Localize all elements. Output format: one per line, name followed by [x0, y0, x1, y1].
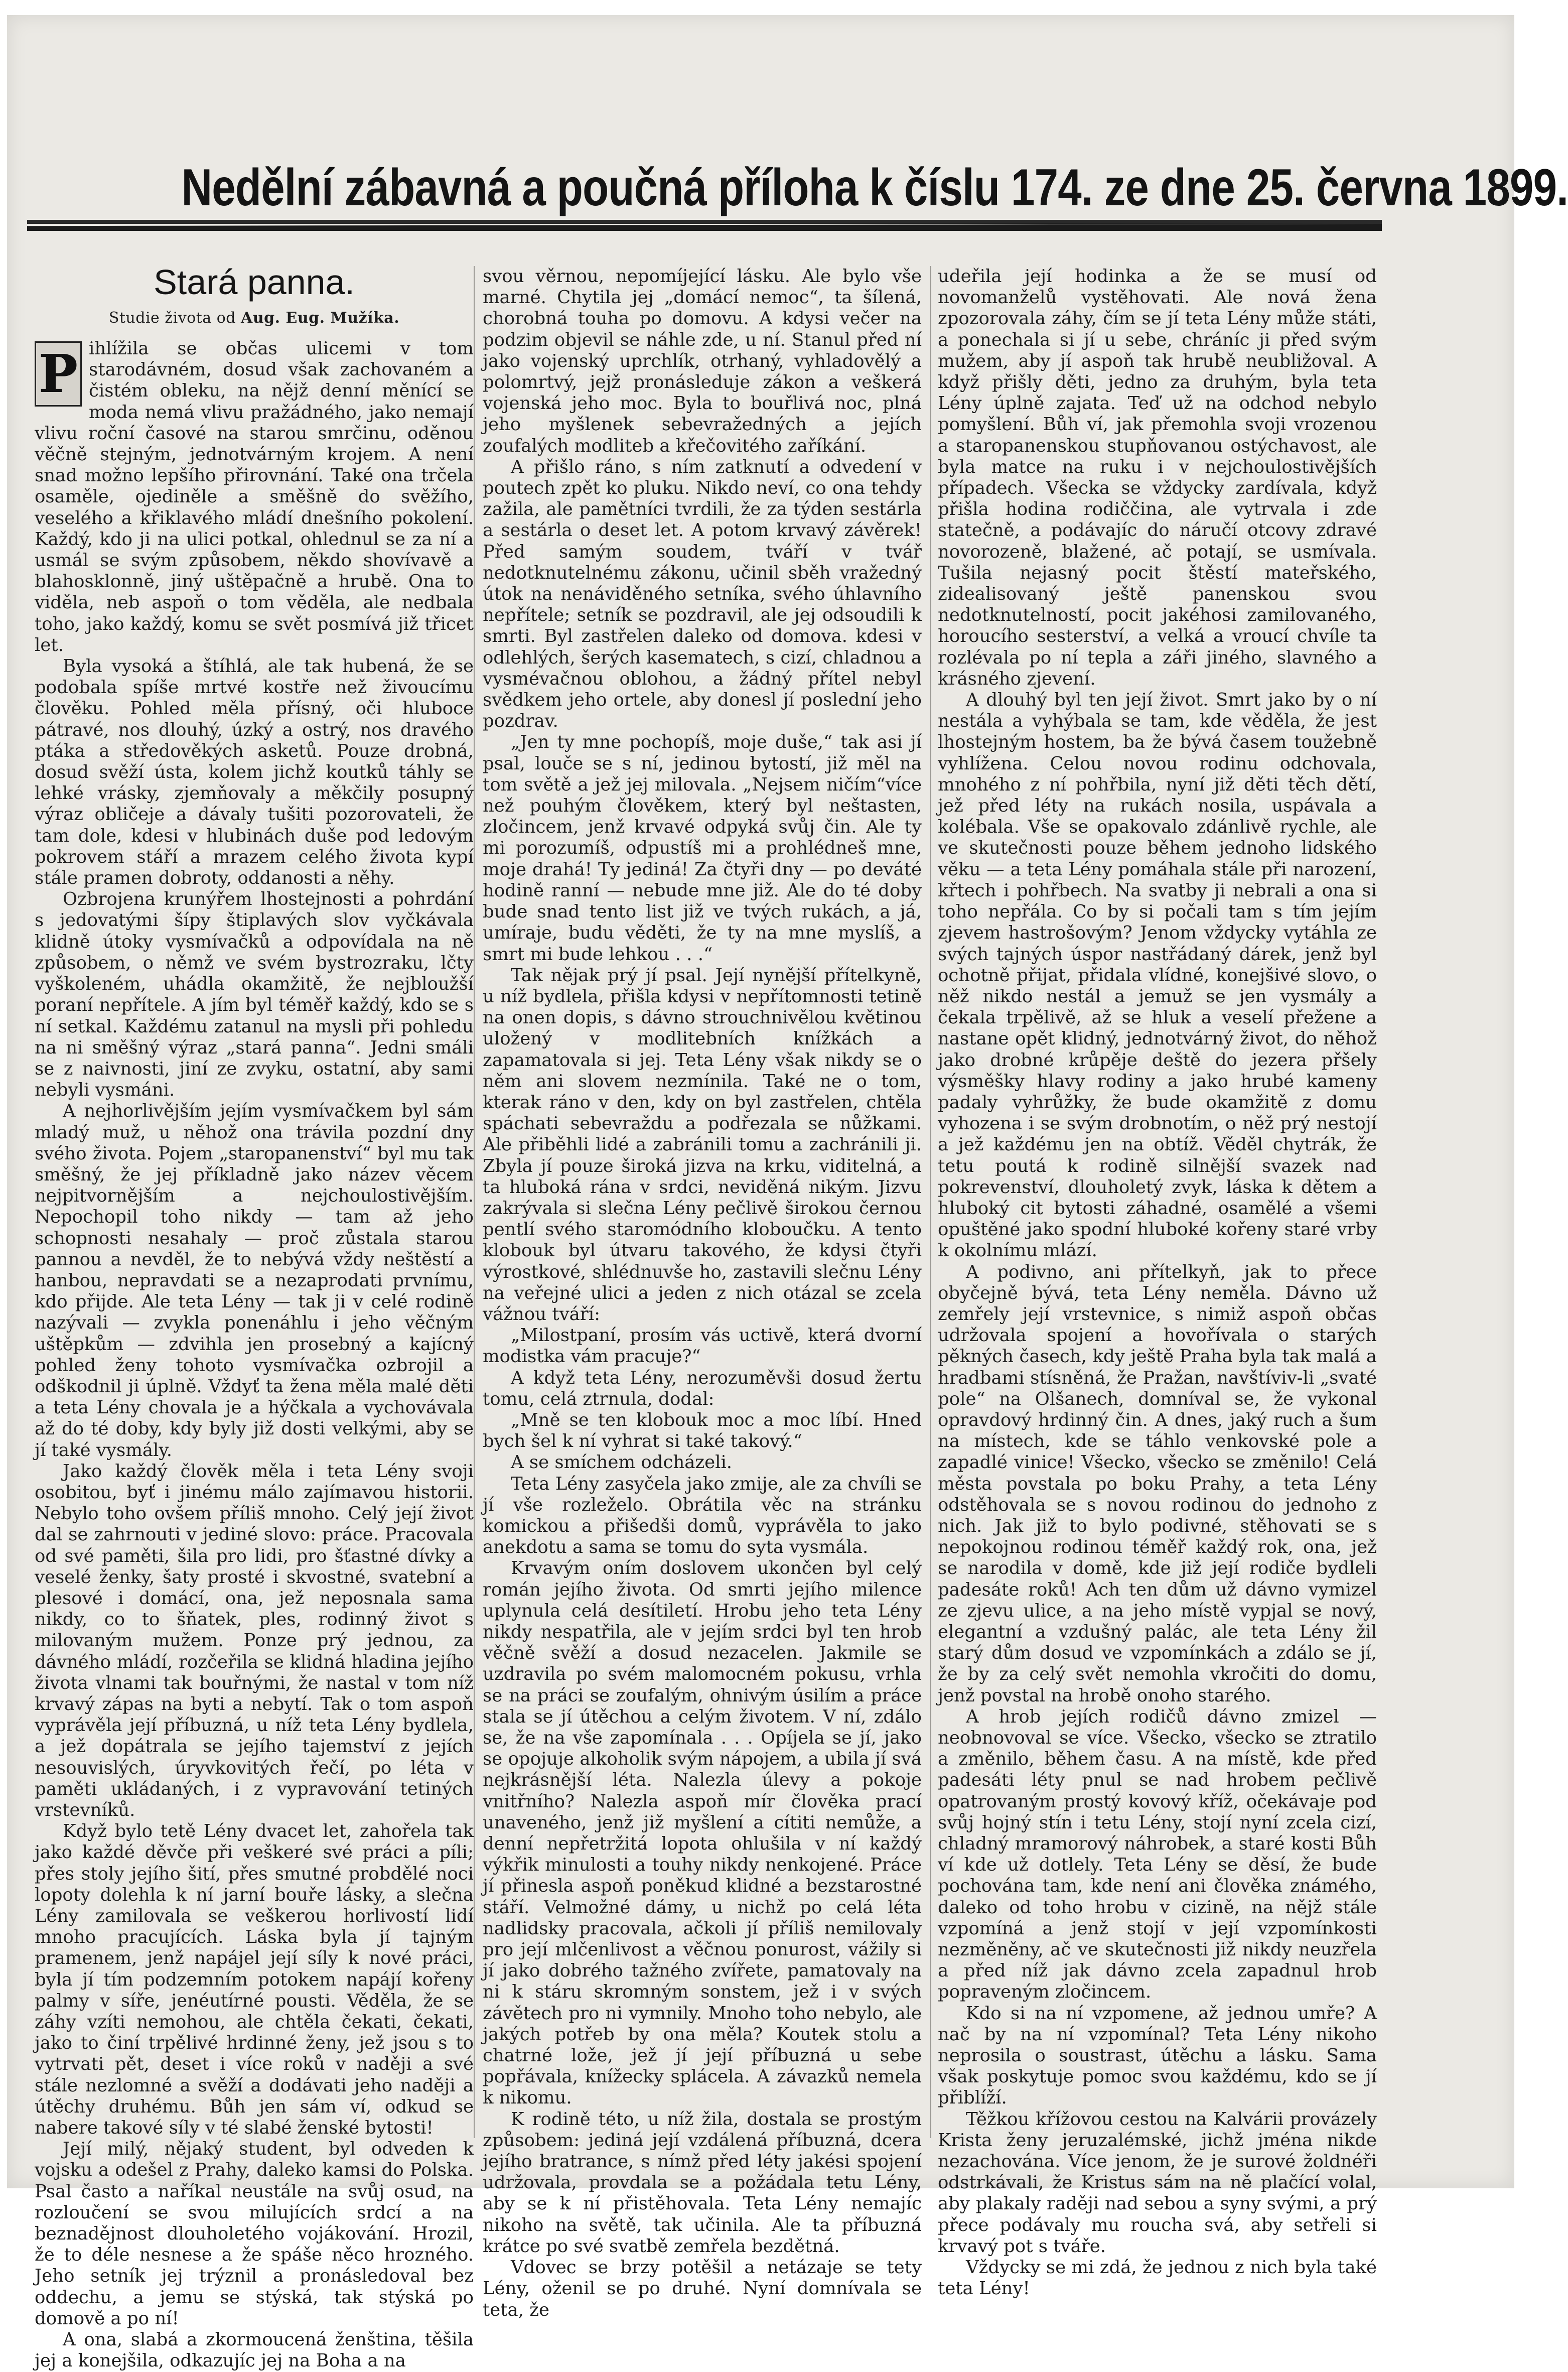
article-paragraph: Byla vysoká a štíhlá, ale tak hubená, že se podobala spíše mrtvé kostře než živoucímu člověku. Pohled měla přísný, oči hluboce pátravé, nos dlouhý, úzký a ostrý, nos dravého ptáka a středověkých asketů. Pouze drobná, dosud svěží ústa, kolem jichž koutků táhly se lehké vrásky, zjemňovaly a měkčily posupný výraz obličeje a dávaly tušiti pozorovateli, že tam dole, kdesi v hlubinách duše pod ledovým pokrovem stáří a mrazem celého života kypí stále pramen dobroty, oddanosti a něhy.: [35, 656, 474, 889]
article-paragraph: Teta Lény zasyčela jako zmije, ale za chvíli se jí vše rozleželo. Obrátila věc na stránku komickou a přišedši domů, vyprávěla to jako anekdotu a sama se tomu do syta vysmála.: [483, 1473, 922, 1558]
drop-cap-letter: P: [35, 341, 82, 407]
masthead-rule-thick: [27, 224, 1382, 231]
article-title: Stará panna.: [154, 262, 355, 302]
article-paragraph: „Milostpaní, prosím vás uctivě, která dvorní modistka vám pracuje?“: [483, 1325, 922, 1367]
masthead-rule-thin: [27, 220, 1382, 224]
article-byline: [35, 307, 474, 329]
article-paragraph: Tak nějak prý jí psal. Její nynější přítelkyně, u níž bydlela, přišla kdysi v nepřítomnosti tetině na onen dopis, s dávno strouchnivělou květinou uložený v modlitebních knížkách a zapamatovala si jej. Teta Lény však nikdy se o něm ani slovem nezmínila. Také ne o tom, kterak ráno v den, kdy on byl zastřelen, chtěla spáchati sebevraždu a podřezala se nůžkami. Ale přiběhli lidé a zabránili tomu a zachránili ji. Zbyla jí pouze široká jizva na krku, viditelná, a ta hluboká rána v srdci, neviděná nikým. Jizvu zakrývala si slečna Lény pečlivě širokou černou pentlí svého staromódního kloboučku. A tento klobouk byl útvaru takového, že kdysi čtyři výrostkové, shlédnuvše ho, zastavili slečnu Lény na veřejné ulici a jeden z nich otázal se zcela vážnou tváří:: [483, 965, 922, 1325]
article-paragraph: Těžkou křížovou cestou na Kalvárii provázely Krista ženy jeruzalémské, jichž jména nikde nezachována. Více jenom, že je surové žoldnéři odstrkávali, že Kristus sám na ně plačící volal, aby plakaly raději nad sebou a syny svými, a prý přece podávaly mu roucha svá, aby setřeli si krvavý pot s tváře.: [938, 2109, 1377, 2257]
article-column-1: [35, 261, 474, 2371]
article-column-2: [483, 266, 922, 2320]
byline-prefix: Studie života od: [108, 309, 236, 327]
article-paragraph: Krvavým oním doslovem ukončen byl celý román jejího života. Od smrti jejího milence uplynula celá desítiletí. Hrobu jeho teta Lény nikdy nespatřila, ale v jejím srdci byl ten hrob věčně svěží a dosud nezacelen. Jakmile se uzdravila po svém malomocném pokusu, vrhla se na práci se zoufalým, ohnivým úsilím a práce stala se jí útěchou a celým životem. V ní, zdálo se, že na vše zapomínala . . . Opíjela se jí, jako se opojuje alkoholik svým nápojem, a ubila jí svá nejkrásnější léta. Nalezla úlevy a pokoje vnitřního? Nalezla aspoň mír člověka prací unaveného, jenž již myšlení a cítiti nemůže, a denní nepřetržitá lopota ohlušila v ní každý výkřik minulosti a touhy nikdy nenkojené. Práce jí přinesla aspoň poněkud klidné a bezstarostné stáří. Velmožné dámy, u nichž po celá léta nadlidsky pracovala, ačkoli jí příliš nemilovaly pro její mlčenlivost a věčnou ponurost, vážily si jí jako dobrého tažného zvířete, pamatovaly na ni k stáru skromným sonstem, jež i v svých závětech pro ni vymnily. Mnoho toho nebylo, ale jakých potřeb by ona měla? Koutek stolu a chatrné lože, jež jí její příbuzná u sebe popřávala, knížecky splácela. A závazků nemela k nikomu.: [483, 1558, 922, 2109]
newspaper-page: [7, 15, 1568, 2371]
supplement-masthead: Nedělní zábavná a poučná příloha k číslu 174. ze dne 25. června 1899.: [181, 159, 1568, 217]
article-paragraph: A ona, slabá a zkormoucená ženština, těšila jej a konejšila, odkazujíc jej na Boha a na: [35, 2329, 474, 2371]
article-paragraph: K rodině této, u níž žila, dostala se prostým způsobem: jediná její vzdálená příbuzná, dcera jejího bratrance, s nímž před léty jakési spojení udržovala, provdala se a požádala tetu Lény, aby se k ní přistěhovala. Teta Lény nemajíc nikoho na světě, tak učinila. Ale ta příbuzná krátce po své svatbě zemřela bezdětná.: [483, 2109, 922, 2257]
article-paragraph: Vdovec se brzy potěšil a netázaje se tety Lény, oženil se po druhé. Nyní domnívala se teta, že: [483, 2257, 922, 2320]
article-paragraph: svou věrnou, nepomíjející lásku. Ale bylo vše marné. Chytila jej „domácí nemoc“, ta šílená, chorobná touha po domovu. A kdysi večer na podzim objevil se náhle zde, u ní. Stanul před ní jako vojenský uprchlík, otrhaný, vyhladovělý a polomrtvý, jejž pronásleduje zákon a veškerá vojenská jeho moc. Byla to bouřlivá noc, plná jeho myšlenek sebevražedných a jejích zoufalých modliteb a křečovitého zaříkání.: [483, 266, 922, 456]
article-paragraph: Kdo si na ní vzpomene, až jednou umře? A nač by na ní vzpomínal? Teta Lény nikoho neprosila o soustrast, útěchu a lásku. Sama však poskytuje pomoc svou každému, kdo se jí přiblíží.: [938, 2003, 1377, 2109]
article-paragraph: A dlouhý byl ten její život. Smrt jako by o ní nestála a vyhýbala se tam, kde věděla, že jest lhostejným hostem, ba že bývá časem toužebně vyhlížena. Celou novou rodinu odchovala, mnohého z ní pohřbila, nyní již děti těch dětí, jež před léty na rukách nosila, uspávala a kolébala. Vše se opakovalo zdánlivě rychle, ale ve skutečnosti pouze během jednoho lidského věku — a teta Lény pomáhala stále při narození, křtech i pohřbech. Na svatby ji nebrali a ona si toho nepřála. Co by si počali tam s tím jejím zjevem hastrošovým? Jenom vždycky vytáhla ze svých tajných úspor nastřádaný dárek, jenž byl ochotně přijat, přidala vlídné, konejšivé slovo, o něž nikdo nestál a jemuž se jen vysmály a čekala trpělivě, až se hluk a veselí přežene a nastane opět klidný, jednotvárný život, do něhož jako drobné krůpěje deště do jezera přšely výsměšky hlavy rodiny a jako hrubé kameny padaly vyhrůžky, že bude okamžitě z domu vyhozena i se svým drobnotím, o něž prý nestojí a jež každému jen na obtíž. Věděl chytrák, že tetu poutá k rodině silnější svazek nad pokrevenství, dlouholetý zvyk, láska k dětem a hluboký cit bytosti záhadné, osamělé a všemi opuštěné jako spodní hluboké kořeny staré vrby k okolnímu mlází.: [938, 690, 1377, 1261]
article-paragraph: Vždycky se mi zdá, že jednou z nich byla také teta Lény!: [938, 2257, 1377, 2299]
article-paragraph: A se smíchem odcházeli.: [511, 1452, 733, 1473]
article-paragraph: Když bylo tetě Lény dvacet let, zahořela tak jako každé děvče při veškeré své práci a píli; přes stoly jejího šití, přes smutné probdělé noci lopoty dolehla k ní jarní bouře lásky, a slečna Lény zamilovala se veškerou horlivostí lidí mnoho pracujících. Láska byla jí tajným pramenem, jenž napájel její síly k nové práci, byla jí tím podzemním potokem napájí kořeny palmy v síře, jenéutírné pousti. Věděla, že se záhy vzíti nemohou, ale chtěla čekati, čekati, jako to činí trpělivé hrdinné ženy, jež jsou s to vytrvati pět, deset i více roků v naději a své stále nezlomné a svěží a dodávati jeho naději a útěchy druhému. Bůh jen sám ví, odkud se nabere takové síly v té slabé ženské bytosti!: [35, 1821, 474, 2139]
article-paragraph: A hrob jejích rodičů dávno zmizel — neobnovoval se více. Všecko, všecko se ztratilo a změnilo, během času. A na místě, kde před padesáti léty pnul se nad hrobem pečlivě opatrovaným prostý kovový kříž, očekávaje pod svůj hojný stín i tetu Lény, stojí nyní zcela cizí, chladný mramorový náhrobek, a staré kosti Bůh ví kde už dotlely. Teta Lény se děsí, že bude pochována tam, kde není ani člověka známého, daleko od toho hrobu v cizině, na nějž stále vzpomíná a jenž stojí v její vzpomínkosti nezměněny, ač ve skutečnosti již nikdy neuzřela a před níž jak dávno zcela zapadnul hrob popraveným zločincem.: [938, 1706, 1377, 2003]
article-paragraph: „Jen ty mne pochopíš, moje duše,“ tak asi jí psal, louče se s ní, jedinou bytostí, již měl na tom světě a jež jej milovala. „Nejsem ničím“více než pouhým člověkem, který byl neštasten, zločincem, jenž krvavé odpyká svůj čin. Ale ty mi porozumíš, odpustíš mi a prohlédneš mne, moje drahá! Ty jediná! Za čtyři dny — po deváté hodině ranní — nebude mne již. Ale do té doby bude snad tento list již ve tvých rukách, a já, umíraje, budu věděti, že ty na mne myslíš, a smrt mi bude lehkou . . .“: [483, 732, 922, 965]
article-paragraph: udeřila její hodinka a že se musí od novomanželů vystěhovati. Ale nová žena zpozorovala záhy, čím se jí teta Lény může státi, a ponechala si jí u sebe, chráníc ji před svým mužem, aby jí aspoň tak hrubě neubližoval. A když přišly děti, jedno za druhým, byla teta Lény úplně zajata. Teď už na odchod nebylo pomyšlení. Bůh ví, jak přemohla svoji vrozenou a staropanenskou stupňovanou ostýchavost, ale byla matce na ruku i v nejchoulostivějších případech. Všecka se vždycky zardívala, když přišla hodina rodiččina, ale vytrvala i zde statečně, a podávajíc do náručí otcovy zdravé novorozeně, blažené, ač potají, se usmívala. Tušila nejasný pocit štěstí mateřského, zidealisovaný ještě panenskou svou nedotknutelností, pocit jakéhosi zamilovaného, horoucího sesterství, a velká a vroucí chvíle ta rozlévala po ní tepla a záři jiného, slavného a krásného zjevení.: [938, 266, 1377, 689]
article-paragraph: Jako každý člověk měla i teta Lény svoji osobitou, byť i jinému málo zajímavou historii. Nebylo toho ovšem příliš mnoho. Celý její život dal se zahrnouti v jediné slovo: práce. Pracovala od své paměti, šila pro lidi, pro šťastné dívky a veselé ženky, šaty prosté i skvostné, svatební a plesové i domácí, ona, jež neposnala sama nikdy, co to šňatek, ples, rodinný život s milovaným mužem. Ponze prý jednou, za dávného mládí, rozčeřila se klidná hladina jejího života vlnami tak bouřnými, že nastal v tom níž krvavý zápas na byti a nebytí. Tak o tom aspoň vyprávěla její příbuzná, u níž teta Lény bydlela, a jež dopátrala se jejího tajemství z jejích nesouvislých, úryvkovitých řečí, po léta v paměti ukládaných, i z vypravování tetiných vrstevníků.: [35, 1461, 474, 1821]
article-paragraph: A přišlo ráno, s ním zatknutí a odvedení v poutech zpět ko pluku. Nikdo neví, co ona tehdy zažila, ale pamětníci tvrdili, že za týden sestárla a sestárla o deset let. A potom krvavý závěrek! Před samým soudem, tváří v tvář nedotknutelnému zákonu, učinil sběh vražedný útok na nenáviděného setníka, svého úhlavního nepřítele; setník se pozdravil, ale jej odsoudili k smrti. Byl zastřelen daleko od domova. kdesi v odlehlých, šerých kasematech, s cizí, chladnou a vysmévačnou oblohou, a žádný přítel nebyl svědkem jeho ortele, aby donesl jí poslední jeho pozdrav.: [483, 456, 922, 732]
article-paragraph: „Mně se ten klobouk moc a moc líbí. Hned bych šel k ní vyhrat si také takový.“: [483, 1409, 922, 1452]
column-separator: [930, 266, 931, 2138]
article-column-3: [938, 266, 1377, 2299]
article-paragraph: A podivno, ani přítelkyň, jak to přece obyčejně bývá, teta Lény neměla. Dávno už zemřely její vrstevnice, s nimiž aspoň občas udržovala spojení a hovořívala o starých pěkných časech, kdy ještě Praha byla tak malá a hradbami stísněná, že Pražan, navštíviv-li „svaté pole“ na Olšanech, domníval se, že vykonal opravdový hrdinný čin. A dnes, jaký ruch a šum na místech, kde se táhlo venkovské pole a zapadlé vinice! Všecko, všecko se změnilo! Celá města povstala po boku Prahy, a teta Lény odstěhovala se s novou rodinou do jednoho z nich. Jak již to bylo podivné, stěhovati se s nepokojnou rodinou téměř každý rok, ona, jež se narodila v domě, kde již její rodiče bydleli padesáte roků! Ach ten dům už dávno vymizel ze zjevu ulice, a na jeho místě vypjal se nový, elegantní a vzdušný palác, ale teta Lény žil starý dům dosud ve vzpomínkách a zdálo se jí, že by za celý svět nemohla vkročiti do domu, jenž povstal na hrobě onoho starého.: [938, 1261, 1377, 1706]
column-separator: [474, 266, 475, 2138]
article-paragraph: Ozbrojena krunýřem lhostejnosti a pohrdání s jedovatými šípy štiplavých slov vyčkávala klidně útoky vysmívačků a odpovídala na ně způsobem, o němž ve svém bystrozraku, lčty vyškoleném, uhádla okamžitě, že nejbloužší poraní nepřítele. A jím byl téměř každý, kdo se s ní setkal. Každému zatanul na mysli při pohledu na ni směšný výraz „stará panna“. Jedni smáli se z naivnosti, jiní ze zvyku, ostatní, aby sami nebyli vysmáni.: [35, 889, 474, 1101]
byline-author: Aug. Eug. Mužíka.: [241, 309, 400, 327]
article-paragraph: ihlížila se občas ulicemi v tom starodávném, dosud však zachovaném a čistém obleku, na nějž denní měnící se moda nemá vlivu pražádného, jako nemají vlivu roční časové na starou smrčinu, oděnou věčně stejným, jednotvárným krojem. A není snad možno lepšího přirovnání. Také ona trčela osaměle, ojediněle a směšně do svěžího, veselého a křiklavého mládí dnešního pokolení. Každý, kdo ji na ulici potkal, ohlednul se za ní a usmál se svým způsobem, někdo shovívavě a blahosklonně, jiný uštěpačně a hrubě. Ona to viděla, neb aspoň o tom věděla, ale nedbala toho, jako každý, komu se svět posmívá již třicet let.: [35, 338, 474, 655]
article-paragraph: A nejhorlivějším jejím vysmívačkem byl sám mladý muž, u něhož ona trávila pozdní dny svého života. Pojem „staropanenství“ byl mu tak směšný, že jej příkladně jako název věcem nejpitvornějším a nejchoulostivějším. Nepochopil toho nikdy — tam až jeho schopnosti nesahaly — proč zůstala starou pannou a nevděl, že to nebývá vždy neštěstí a hanbou, nepravdati se a nezaprodati prvnímu, kdo přijde. Ale teta Lény — tak ji v celé rodině nazývali — zvykla ponenáhlu i jeho věčným uštěpkům — zdvihla jen prosebný a kajícný pohled ženy tohoto vysmívačka ozbrojil a odškodnil ji úplně. Vždyť ta žena měla malé děti a teta Lény chovala je a hýčkala a vychovávala až do té doby, kdy byly již dosti velkými, aby se jí také vysmály.: [35, 1101, 474, 1461]
article-paragraph: Její milý, nějaký student, byl odveden k vojsku a odešel z Prahy, daleko kamsi do Polska. Psal často a naříkal neustále na svůj osud, na rozloučení se svou milujících srdcí a na beznadějnost dlouholetého vojákování. Hrozil, že to déle nesnese a že spáše něco hrozného. Jeho setník jej trýznil a pronásledoval bez oddechu, a jemu se stýská, tak stýská po domově a po ní!: [35, 2139, 474, 2329]
article-paragraph: A když teta Lény, nerozuměvši dosud žertu tomu, celá ztrnula, dodal:: [483, 1367, 922, 1409]
